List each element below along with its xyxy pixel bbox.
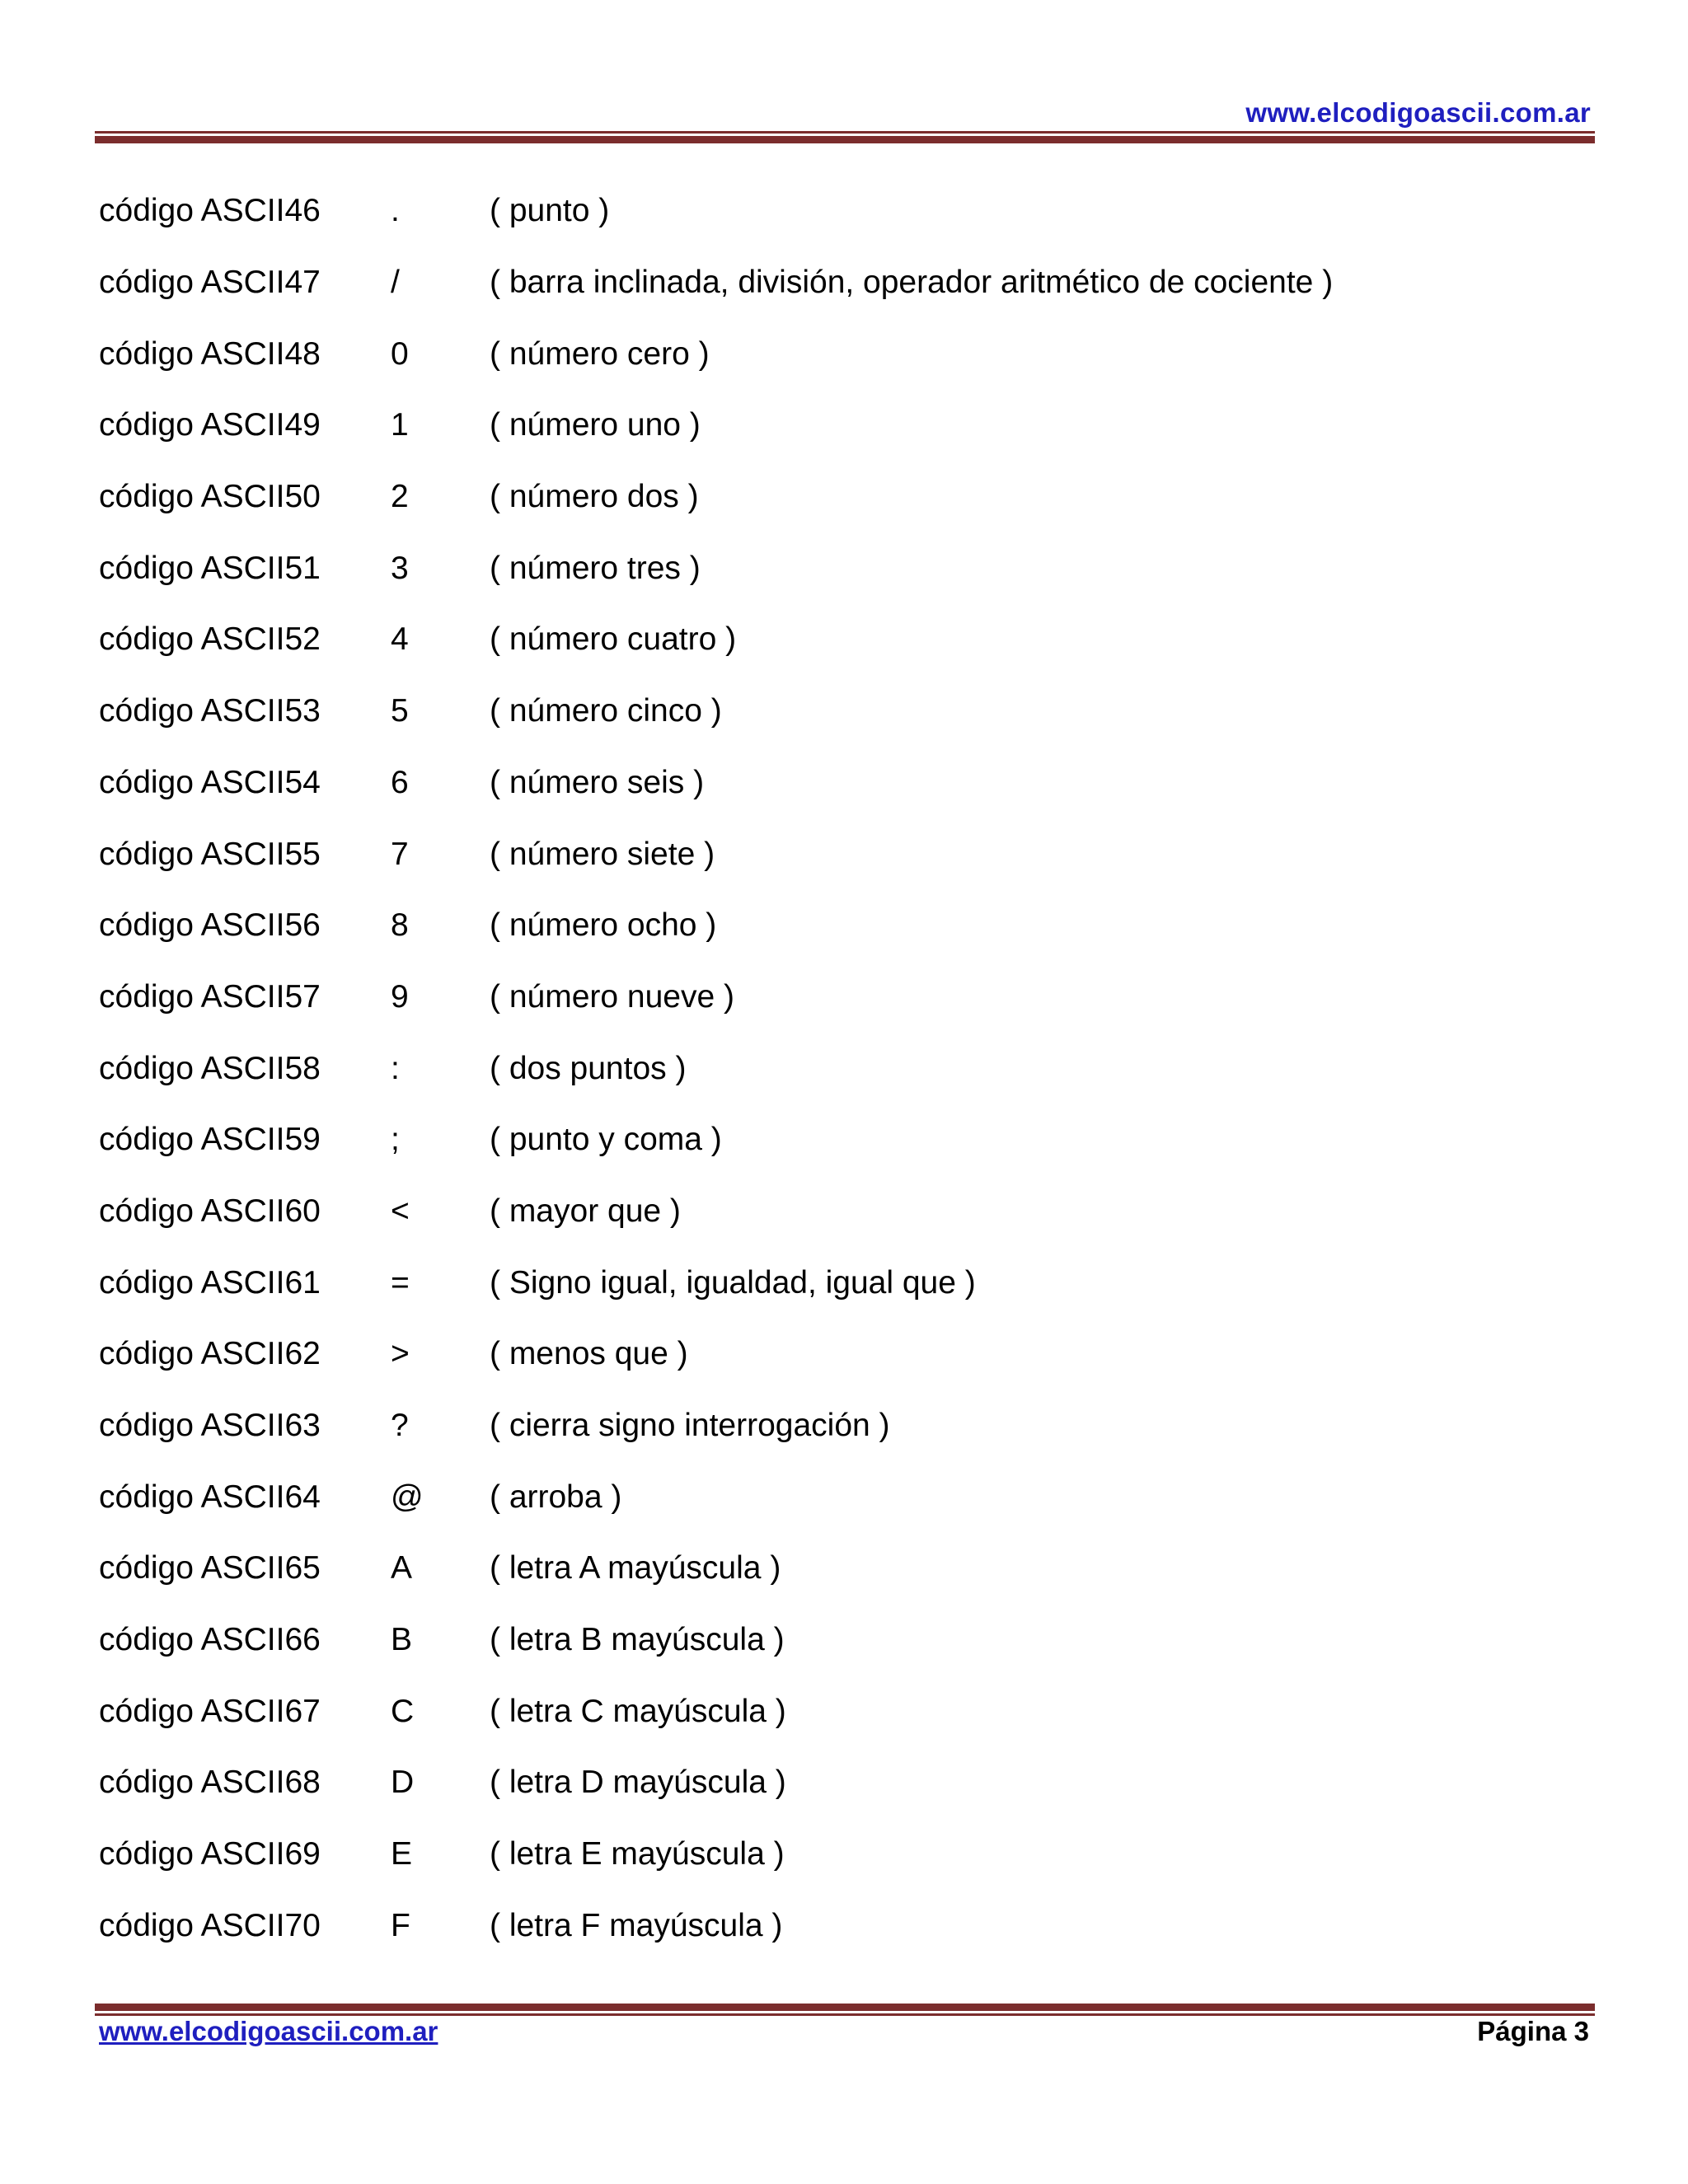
ascii-character: ? (391, 1408, 409, 1444)
ascii-character: 6 (391, 764, 409, 800)
ascii-character: 0 (391, 335, 409, 372)
ascii-character: @ (391, 1479, 424, 1515)
ascii-code-label: código ASCII61 (99, 1264, 321, 1301)
ascii-character: 8 (391, 907, 409, 944)
ascii-code-label: código ASCII67 (99, 1693, 321, 1729)
ascii-code-label: código ASCII48 (99, 335, 321, 372)
list-item (99, 1675, 1599, 1747)
character-description: ( número uno ) (490, 407, 701, 443)
ascii-character: B (391, 1622, 413, 1658)
character-description: ( punto y coma ) (490, 1122, 722, 1158)
ascii-character: 3 (391, 550, 409, 586)
list-item (99, 462, 1599, 533)
ascii-code-label: código ASCII46 (99, 193, 321, 229)
list-item (99, 1176, 1599, 1248)
ascii-character: A (391, 1550, 413, 1586)
character-description: ( número nueve ) (490, 978, 734, 1015)
list-item (99, 390, 1599, 462)
list-item (99, 247, 1599, 319)
ascii-character: 9 (391, 978, 409, 1015)
character-description: ( menos que ) (490, 1336, 688, 1372)
character-description: ( mayor que ) (490, 1193, 681, 1229)
ascii-character: C (391, 1693, 415, 1729)
ascii-code-label: código ASCII55 (99, 836, 321, 872)
character-description: ( número tres ) (490, 550, 701, 586)
character-description: ( arroba ) (490, 1479, 622, 1515)
character-description: ( barra inclinada, división, operador aritmético de cociente ) (490, 265, 1334, 301)
character-description: ( letra D mayúscula ) (490, 1765, 786, 1801)
list-item (99, 1461, 1599, 1533)
ascii-code-label: código ASCII66 (99, 1622, 321, 1658)
character-description: ( número seis ) (490, 764, 705, 800)
ascii-character: F (391, 1907, 410, 1943)
list-item (99, 1247, 1599, 1319)
page-number: Página 3 (1477, 2016, 1589, 2046)
ascii-code-label: código ASCII64 (99, 1479, 321, 1515)
ascii-code-label: código ASCII60 (99, 1193, 321, 1229)
ascii-code-label: código ASCII47 (99, 265, 321, 301)
header-site-link[interactable]: www.elcodigoascii.com.ar (1245, 97, 1591, 128)
character-description: ( cierra signo interrogación ) (490, 1408, 890, 1444)
ascii-code-label: código ASCII57 (99, 978, 321, 1015)
ascii-character: < (391, 1193, 410, 1229)
ascii-character: 5 (391, 693, 409, 729)
ascii-character: E (391, 1836, 413, 1872)
list-item (99, 1533, 1599, 1605)
ascii-code-list (99, 176, 1599, 1961)
character-description: ( letra E mayúscula ) (490, 1836, 785, 1872)
character-description: ( letra A mayúscula ) (490, 1550, 781, 1586)
character-description: ( letra C mayúscula ) (490, 1693, 786, 1729)
ascii-code-label: código ASCII54 (99, 764, 321, 800)
list-item (99, 318, 1599, 390)
ascii-character: = (391, 1264, 410, 1301)
character-description: ( punto ) (490, 193, 610, 229)
ascii-character: : (391, 1050, 400, 1086)
character-description: ( Signo igual, igualdad, igual que ) (490, 1264, 976, 1301)
list-item (99, 1319, 1599, 1390)
ascii-code-label: código ASCII65 (99, 1550, 321, 1586)
character-description: ( número siete ) (490, 836, 715, 872)
ascii-character: / (391, 265, 400, 301)
ascii-code-label: código ASCII52 (99, 621, 321, 658)
character-description: ( letra F mayúscula ) (490, 1907, 783, 1943)
list-item (99, 676, 1599, 748)
ascii-code-label: código ASCII58 (99, 1050, 321, 1086)
ascii-character: 7 (391, 836, 409, 872)
list-item (99, 176, 1599, 247)
list-item (99, 748, 1599, 819)
ascii-code-label: código ASCII62 (99, 1336, 321, 1372)
ascii-character: ; (391, 1122, 400, 1158)
list-item (99, 604, 1599, 676)
list-item (99, 890, 1599, 962)
character-description: ( número cuatro ) (490, 621, 737, 658)
list-item (99, 1747, 1599, 1819)
ascii-character: > (391, 1336, 410, 1372)
ascii-code-label: código ASCII68 (99, 1765, 321, 1801)
ascii-character: 4 (391, 621, 409, 658)
list-item (99, 1605, 1599, 1676)
character-description: ( número ocho ) (490, 907, 717, 944)
ascii-character: 1 (391, 407, 409, 443)
ascii-code-label: código ASCII50 (99, 479, 321, 515)
ascii-code-label: código ASCII56 (99, 907, 321, 944)
list-item (99, 962, 1599, 1033)
character-description: ( número cinco ) (490, 693, 722, 729)
character-description: ( número dos ) (490, 479, 699, 515)
footer-divider (95, 2004, 1595, 2016)
character-description: ( letra B mayúscula ) (490, 1622, 785, 1658)
header-divider (95, 131, 1595, 143)
ascii-character: 2 (391, 479, 409, 515)
list-item (99, 1390, 1599, 1462)
ascii-code-label: código ASCII51 (99, 550, 321, 586)
list-item (99, 1891, 1599, 1962)
footer-site-link[interactable]: www.elcodigoascii.com.ar (99, 2016, 438, 2046)
ascii-code-label: código ASCII70 (99, 1907, 321, 1943)
list-item (99, 1104, 1599, 1176)
ascii-code-label: código ASCII63 (99, 1408, 321, 1444)
character-description: ( dos puntos ) (490, 1050, 687, 1086)
list-item (99, 1033, 1599, 1104)
list-item (99, 532, 1599, 604)
ascii-code-label: código ASCII49 (99, 407, 321, 443)
ascii-code-label: código ASCII53 (99, 693, 321, 729)
ascii-character: . (391, 193, 400, 229)
list-item (99, 818, 1599, 890)
ascii-code-label: código ASCII69 (99, 1836, 321, 1872)
ascii-character: D (391, 1765, 415, 1801)
list-item (99, 1819, 1599, 1891)
character-description: ( número cero ) (490, 335, 710, 372)
ascii-code-label: código ASCII59 (99, 1122, 321, 1158)
